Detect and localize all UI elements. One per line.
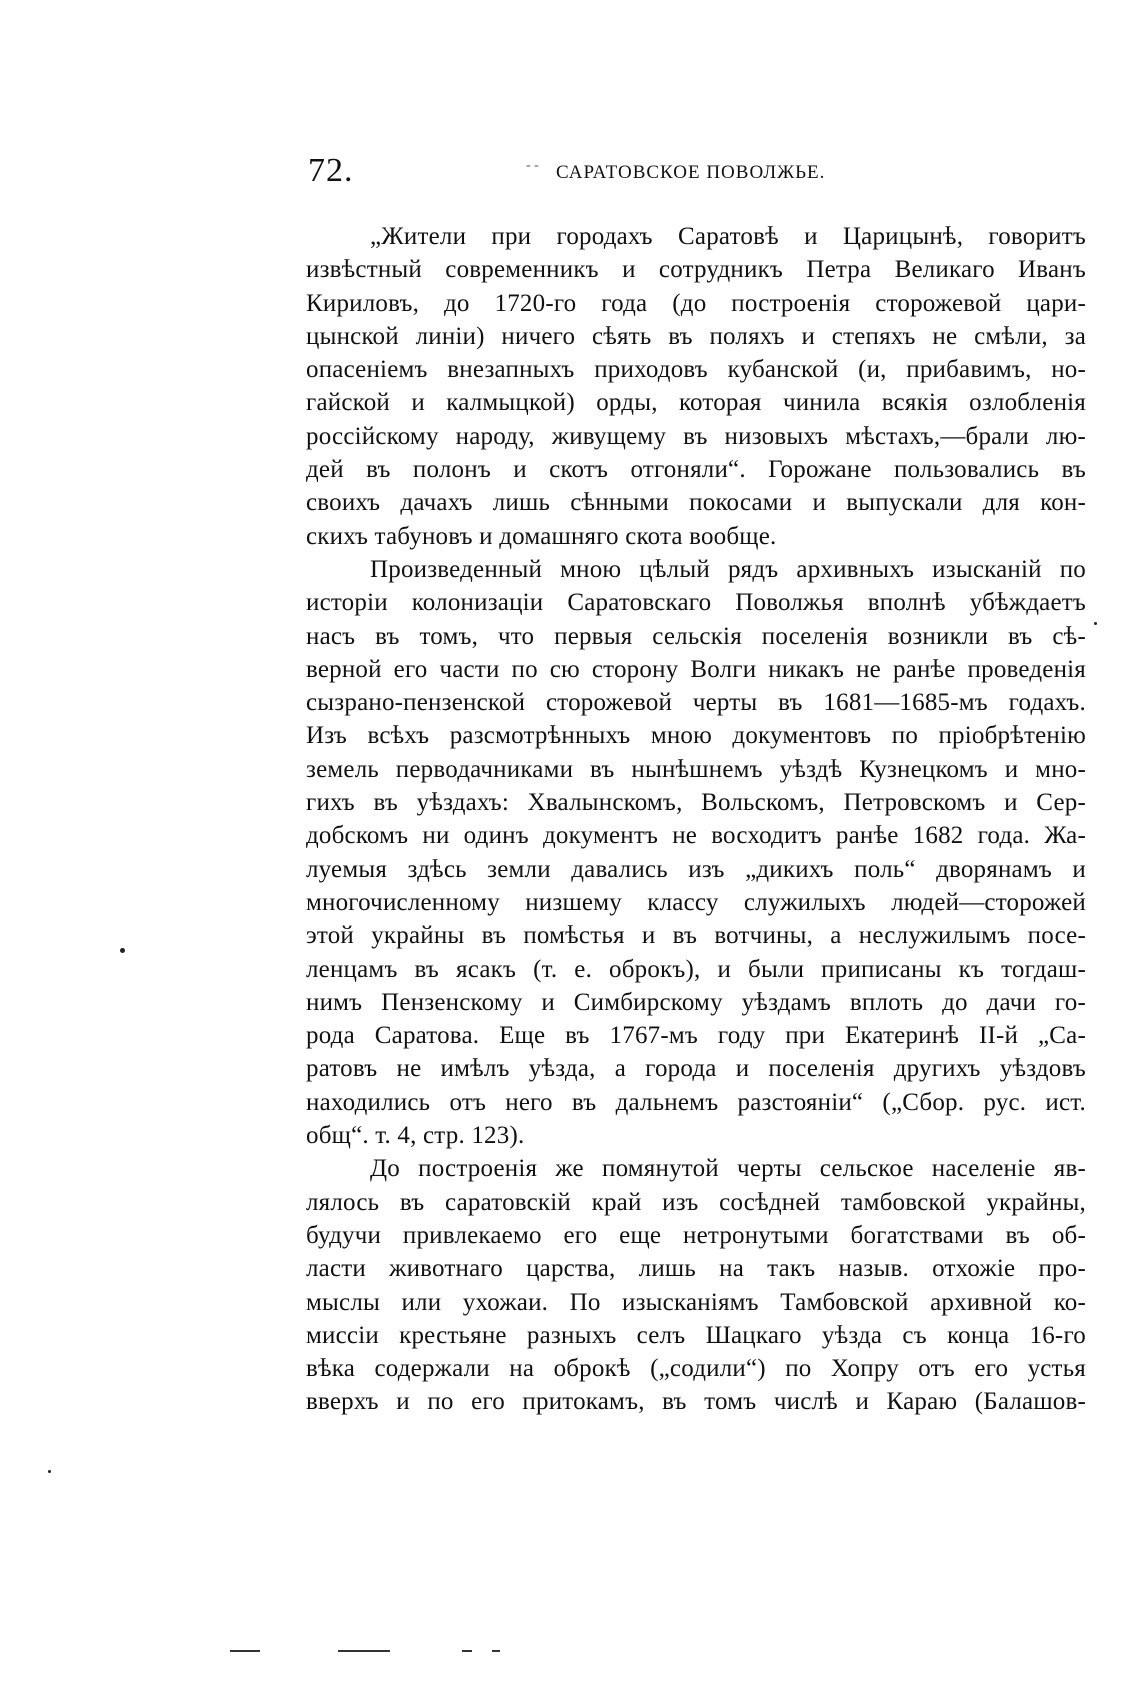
text-line: гихъ въ уѣздахъ: Хвалынскомъ, Вольскомъ, Петровскомъ и Сер-	[306, 789, 1086, 817]
text-line: верной его части по сю сторону Волги никакъ не ранѣе проведенія	[306, 655, 1086, 683]
running-title: САРАТОВСКОЕ ПОВОЛЖЬЕ.	[556, 162, 826, 183]
text-line: лялось въ саратовскій край изъ сосѣдней тамбовской украйны,	[306, 1188, 1086, 1216]
text-line: общ“. т. 4, стр. 123).	[306, 1122, 525, 1150]
scan-speck	[48, 1470, 51, 1473]
text-line: мыслы или ухожаи. По изысканіямъ Тамбовской архивной ко-	[306, 1288, 1086, 1316]
text-line: сызрано-пензенской сторожевой черты въ 1681—1685-мъ годахъ.	[306, 689, 1086, 717]
text-line: опасеніемъ внезапныхъ приходовъ кубанской (и, прибавимъ, но-	[306, 356, 1086, 384]
text-line: вѣка содержали на оброкѣ („содили“) по Хопру отъ его устья	[306, 1355, 1086, 1383]
text-line: насъ въ томъ, что первыя сельскія поселенія возникли въ сѣ-	[306, 622, 1086, 650]
text-line: многочисленному низшему классу служилыхъ людей—сторожей	[306, 888, 1086, 916]
text-line: ленцамъ въ ясакъ (т. е. оброкъ), и были приписаны къ тогдаш-	[306, 955, 1086, 983]
text-line: ратовъ не имѣлъ уѣзда, а города и поселенія другихъ уѣздовъ	[306, 1055, 1086, 1083]
scan-mark	[462, 1650, 472, 1652]
text-line: нимъ Пензенскому и Симбирскому уѣздамъ вплоть до дачи го-	[306, 988, 1086, 1016]
text-line: скихъ табуновъ и домашняго скота вообще.	[306, 522, 777, 550]
text-line: рода Саратова. Еще въ 1767-мъ году при Екатеринѣ II-й „Са-	[306, 1022, 1086, 1050]
text-line: миссіи крестьяне разныхъ селъ Шацкаго уѣзда съ конца 16-го	[306, 1321, 1086, 1349]
scan-mark	[338, 1650, 390, 1652]
body-text	[306, 220, 1086, 1419]
scan-speck	[120, 948, 125, 953]
text-line: „Жители при городахъ Саратовѣ и Царицынѣ, говоритъ	[370, 223, 1086, 250]
text-line: извѣстный современникъ и сотрудникъ Петра Великаго Иванъ	[306, 256, 1086, 284]
text-line: находились отъ него въ дальнемъ разстояніи“ („Сбор. рус. ист.	[306, 1088, 1086, 1116]
text-line: До построенія же помянутой черты сельское населеніе яв-	[370, 1155, 1086, 1183]
text-line: луемыя здѣсь земли давались изъ „дикихъ поль“ дворянамъ и	[306, 855, 1086, 883]
text-line: россійскому народу, живущему въ низовыхъ мѣстахъ,—брали лю-	[306, 422, 1086, 450]
text-line: Изъ всѣхъ разсмотрѣнныхъ мною документовъ по пріобрѣтенію	[306, 722, 1086, 750]
text-line: ласти животнаго царства, лишь на такъ назыв. отхожіе про-	[306, 1255, 1086, 1283]
text-line: своихъ дачахъ лишь сѣнными покосами и выпускали для кон-	[306, 489, 1086, 517]
header-dashes: - -	[526, 158, 539, 173]
text-line: будучи привлекаемо его еще нетронутыми богатствами въ об-	[306, 1221, 1086, 1249]
text-line: гайской и калмыцкой) орды, которая чинила всякія озлобленія	[306, 389, 1086, 417]
scan-mark	[230, 1650, 260, 1652]
text-line: Произведенный мною цѣлый рядъ архивныхъ изысканій по	[370, 555, 1086, 583]
scan-mark	[492, 1650, 500, 1652]
page-number: 72.	[308, 152, 354, 189]
text-line: добскомъ ни одинъ документъ не восходитъ ранѣе 1682 года. Жа-	[306, 822, 1086, 850]
scan-speck	[1094, 622, 1097, 625]
text-line: этой украйны въ помѣстья и въ вотчины, а неслужилымъ посе-	[306, 922, 1086, 950]
text-line: земель перводачниками въ нынѣшнемъ уѣздѣ Кузнецкомъ и мно-	[306, 755, 1086, 783]
text-line: исторіи колонизаціи Саратовскаго Поволжья вполнѣ убѣждаетъ	[306, 589, 1086, 617]
text-line: дей въ полонъ и скотъ отгоняли“. Горожане пользовались въ	[306, 456, 1086, 484]
scan-edge-marks	[230, 1650, 530, 1656]
text-line: вверхъ и по его притокамъ, въ томъ числѣ и Караю (Балашов-	[306, 1388, 1086, 1416]
text-line: Кириловъ, до 1720-го года (до построенія сторожевой цари-	[306, 289, 1086, 317]
text-line: цынской линіи) ничего сѣять въ поляхъ и степяхъ не смѣли, за	[306, 322, 1086, 350]
running-head	[308, 152, 1088, 192]
